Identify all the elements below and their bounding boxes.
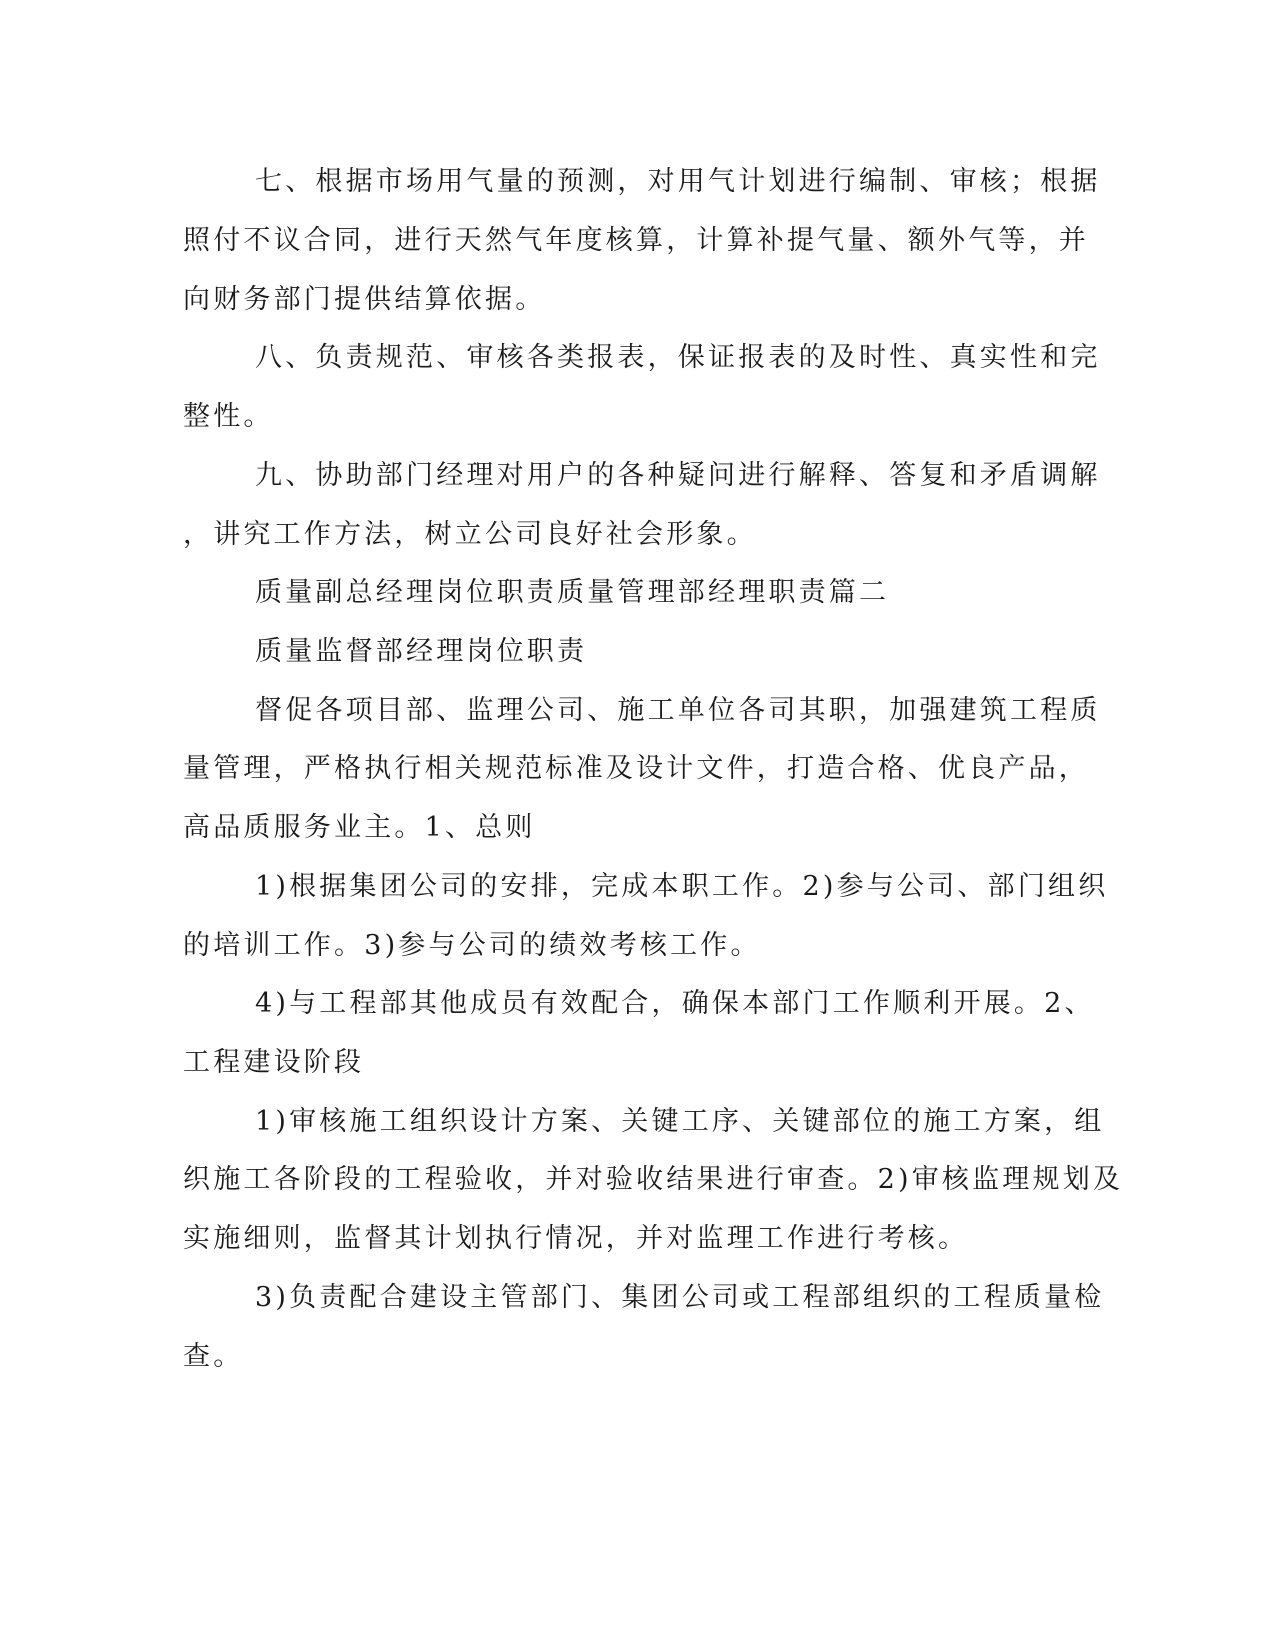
general-line-1: 1)根据集团公司的安排，完成本职工作。2)参与公司、部门组织: [255, 871, 1109, 902]
section-heading: 质量副总经理岗位职责质量管理部经理职责篇二: [255, 577, 890, 608]
paragraph-8-line-1: 八、负责规范、审核各类报表，保证报表的及时性、真实性和完: [255, 342, 1101, 373]
intro-line-1: 督促各项目部、监理公司、施工单位各司其职，加强建筑工程质: [255, 695, 1101, 726]
paragraph-7-line-3: 向财务部门提供结算依据。: [183, 284, 546, 315]
construction-line-1: 1)审核施工组织设计方案、关键工序、关键部位的施工方案，组: [255, 1106, 1105, 1137]
general-line-2: 的培训工作。3)参与公司的绩效考核工作。: [183, 930, 761, 961]
intro-line-3: 高品质服务业主。1、总则: [183, 812, 536, 843]
paragraph-7-line-1: 七、根据市场用气量的预测，对用气计划进行编制、审核；根据: [255, 166, 1101, 197]
general-line-3: 4)与工程部其他成员有效配合，确保本部门工作顺利开展。2、: [255, 988, 1095, 1019]
section-subheading: 质量监督部经理岗位职责: [255, 636, 588, 667]
paragraph-7-line-2: 照付不议合同，进行天然气年度核算，计算补提气量、额外气等，并: [183, 225, 1089, 256]
construction-line-5: 查。: [183, 1341, 244, 1372]
construction-line-4: 3)负责配合建设主管部门、集团公司或工程部组织的工程质量检: [255, 1282, 1105, 1313]
paragraph-9-line-2: ，讲究工作方法，树立公司良好社会形象。: [183, 519, 757, 550]
paragraph-9-line-1: 九、协助部门经理对用户的各种疑问进行解释、答复和矛盾调解: [255, 460, 1101, 491]
construction-line-2: 织施工各阶段的工程验收，并对验收结果进行审查。2)审核监理规划及: [183, 1164, 1124, 1195]
general-line-4: 工程建设阶段: [183, 1047, 365, 1078]
construction-line-3: 实施细则，监督其计划执行情况，并对监理工作进行考核。: [183, 1223, 969, 1254]
intro-line-2: 量管理，严格执行相关规范标准及设计文件，打造合格、优良产品，: [183, 753, 1089, 784]
paragraph-8-line-2: 整性。: [183, 401, 274, 432]
